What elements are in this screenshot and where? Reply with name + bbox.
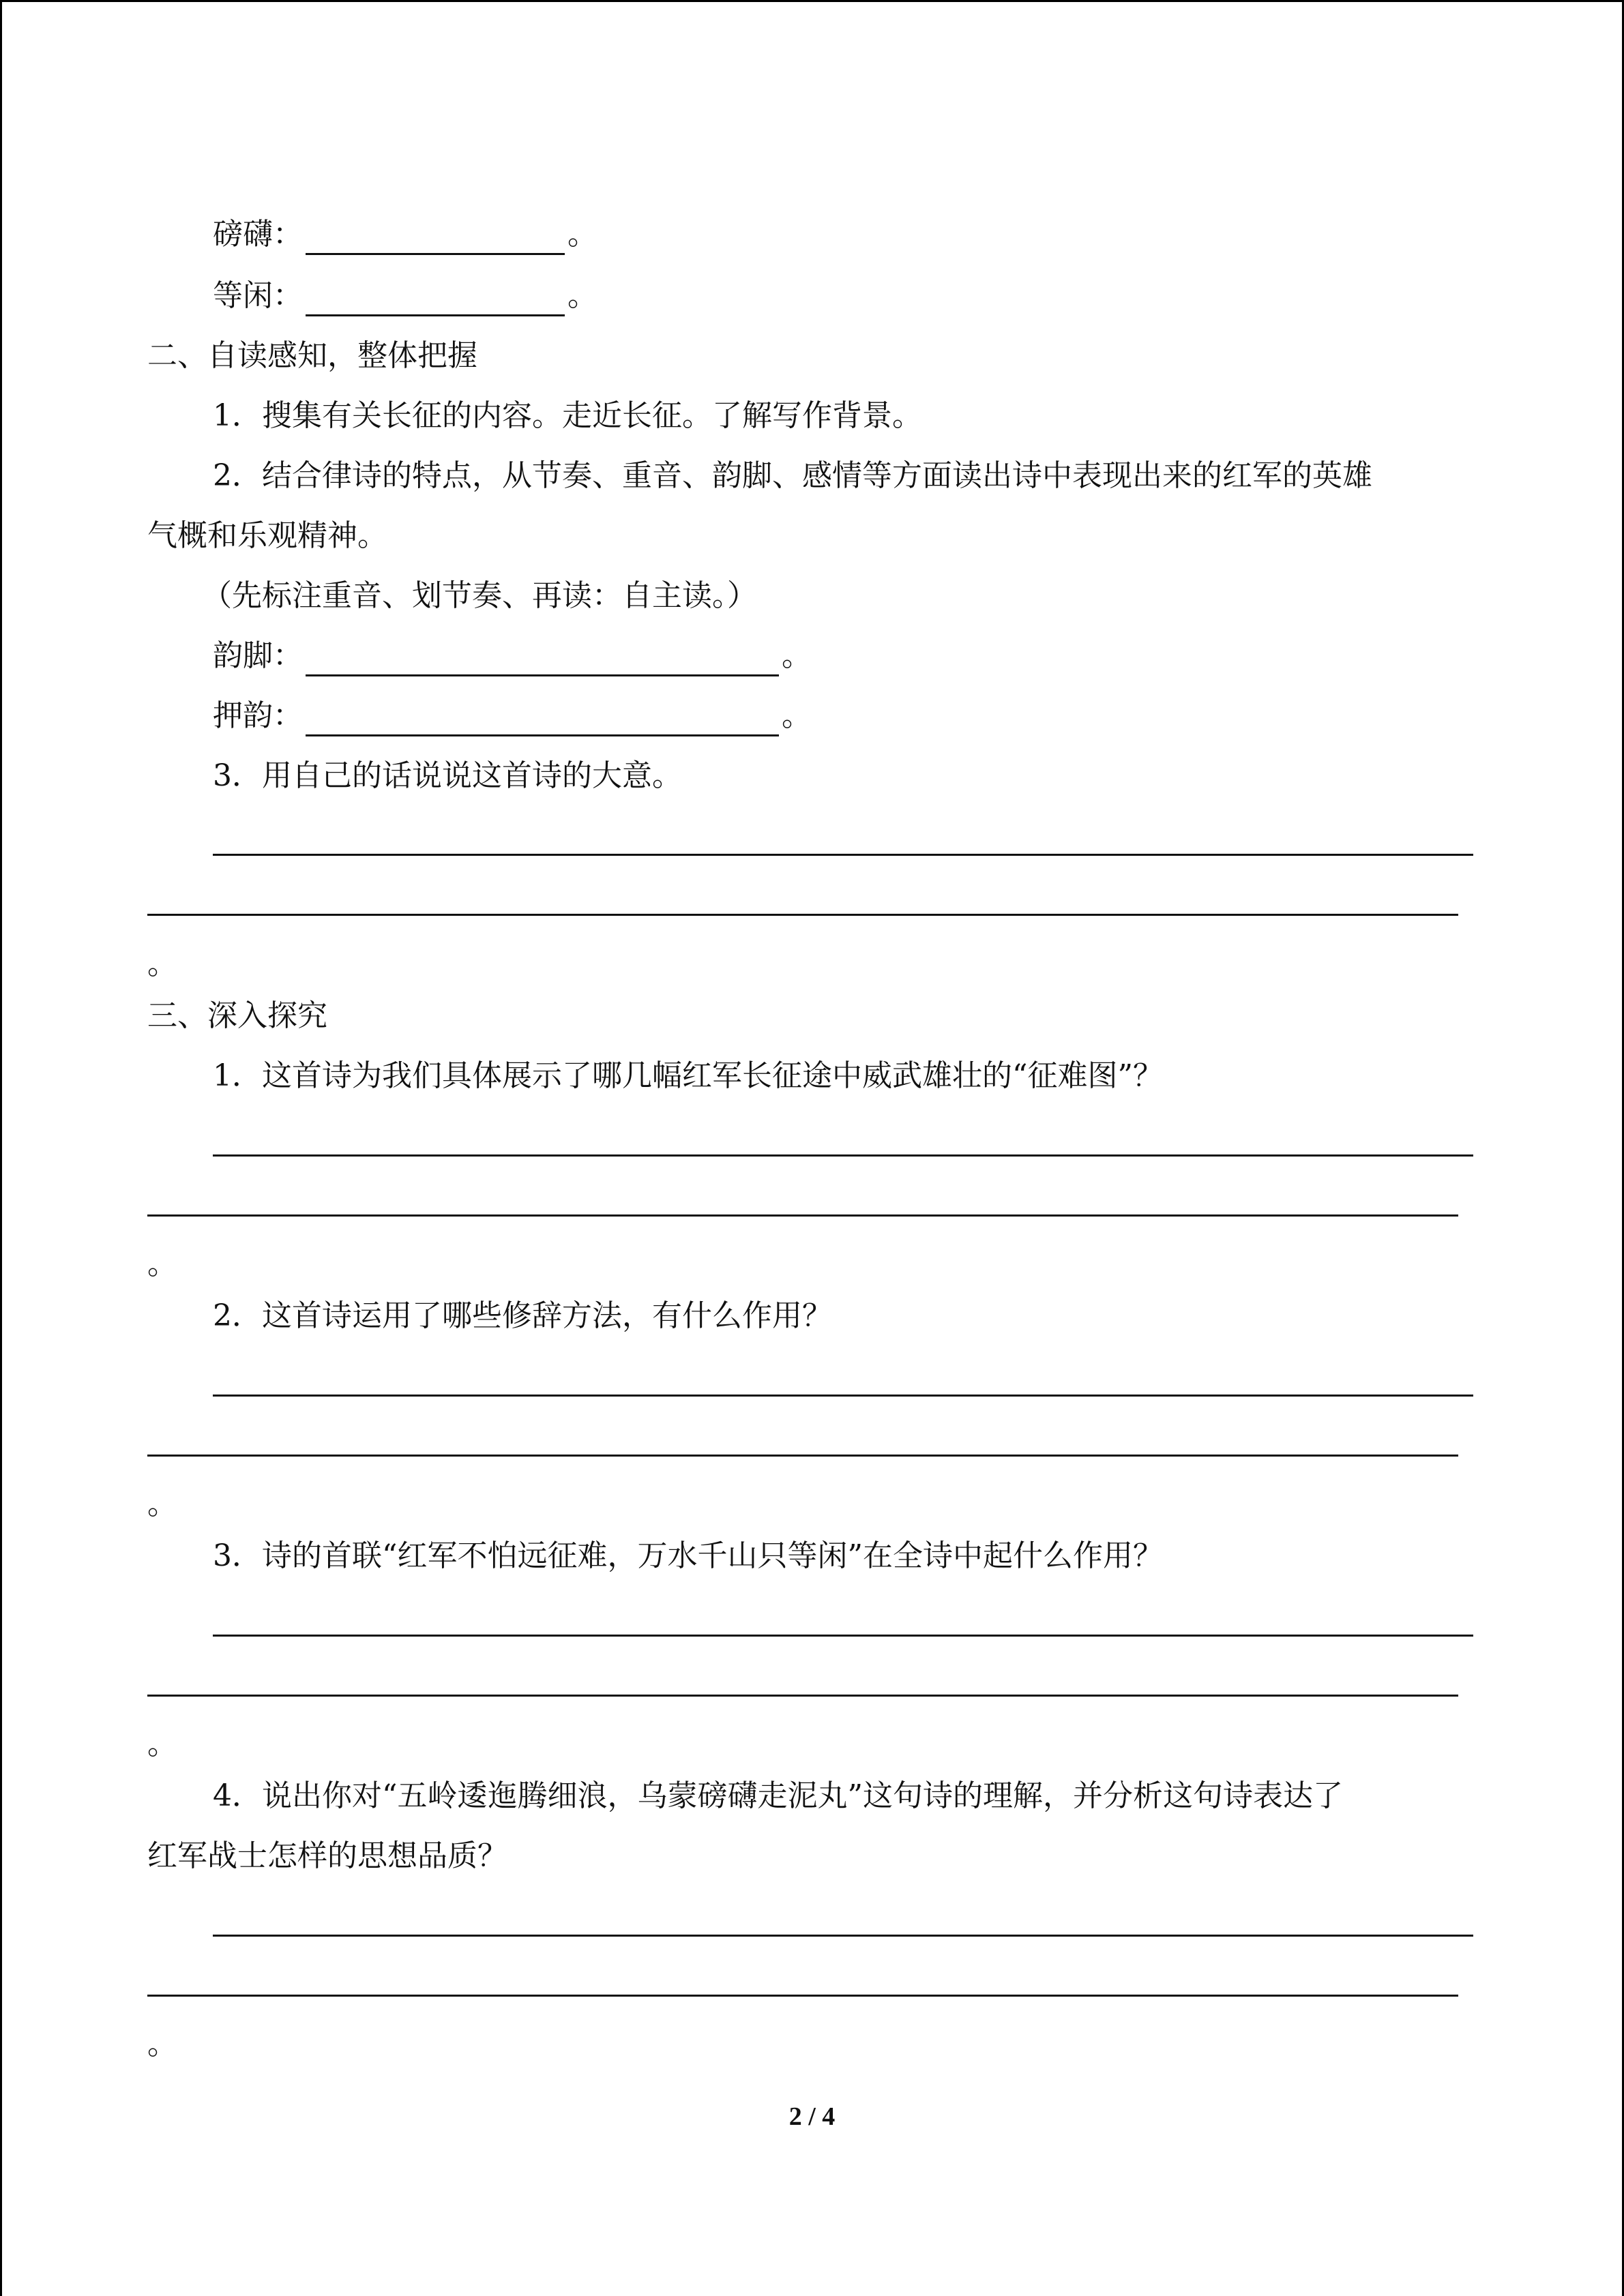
vocab-term: 等闲：: [213, 278, 303, 313]
rhyme-item: [213, 696, 812, 736]
rhyme-foot-end: 。: [782, 638, 812, 673]
section-heading: 二、自读感知，整体把握: [147, 338, 477, 373]
answer-blank[interactable]: [306, 646, 779, 676]
answer-blank[interactable]: [306, 706, 779, 736]
answer-line[interactable]: [213, 1395, 1473, 1397]
vocab-end: 。: [567, 278, 597, 313]
question-text: 3．用自己的话说说这首诗的大意。: [213, 758, 682, 793]
question-note: （先标注重音、划节奏、再读：自主读。）: [202, 578, 757, 613]
vocab-end: 。: [567, 217, 597, 252]
answer-line[interactable]: [213, 854, 1473, 856]
answer-line[interactable]: [213, 1935, 1473, 1937]
rhyme-end: 。: [782, 698, 812, 733]
answer-end: 。: [147, 946, 177, 981]
question-text: 气概和乐观精神。: [147, 518, 387, 553]
rhyme-foot-term: 韵脚：: [213, 638, 303, 673]
answer-end: 。: [147, 1727, 177, 1761]
question-text: 3．诗的首联“红军不怕远征难，万水千山只等闲”在全诗中起什么作用？: [213, 1538, 1163, 1573]
answer-line[interactable]: [147, 1455, 1458, 1457]
answer-end: 。: [147, 1487, 177, 1521]
question-text: 1．这首诗为我们具体展示了哪几幅红军长征途中威武雄壮的“征难图”？: [213, 1058, 1163, 1093]
vocab-term: 磅礴：: [213, 217, 303, 252]
rhyme-foot-item: [213, 636, 812, 676]
question-text: 2．结合律诗的特点，从节奏、重音、韵脚、感情等方面读出诗中表现出来的红军的英雄: [213, 458, 1372, 493]
vocab-item-pangbo: [213, 214, 597, 255]
answer-line[interactable]: [147, 1995, 1458, 1997]
question-text: 2．这首诗运用了哪些修辞方法，有什么作用？: [213, 1298, 832, 1333]
answer-end: 。: [147, 2027, 177, 2061]
answer-line[interactable]: [147, 1695, 1458, 1697]
answer-blank[interactable]: [306, 286, 565, 316]
vocab-item-dengxian: [213, 275, 597, 316]
question-text: 1．搜集有关长征的内容。走近长征。了解写作背景。: [213, 398, 922, 433]
section-heading: 三、深入探究: [147, 998, 327, 1033]
question-text: 红军战士怎样的思想品质？: [147, 1838, 507, 1873]
answer-line[interactable]: [213, 1635, 1473, 1637]
rhyme-term: 押韵：: [213, 698, 303, 733]
answer-line[interactable]: [147, 1214, 1458, 1217]
answer-line[interactable]: [147, 914, 1458, 916]
question-text: 4．说出你对“五岭逶迤腾细浪，乌蒙磅礴走泥丸”这句诗的理解，并分析这句诗表达了: [213, 1778, 1343, 1813]
answer-end: 。: [147, 1247, 177, 1281]
answer-line[interactable]: [213, 1154, 1473, 1157]
page-number: 2 / 4: [788, 2102, 836, 2131]
answer-blank[interactable]: [306, 224, 565, 255]
